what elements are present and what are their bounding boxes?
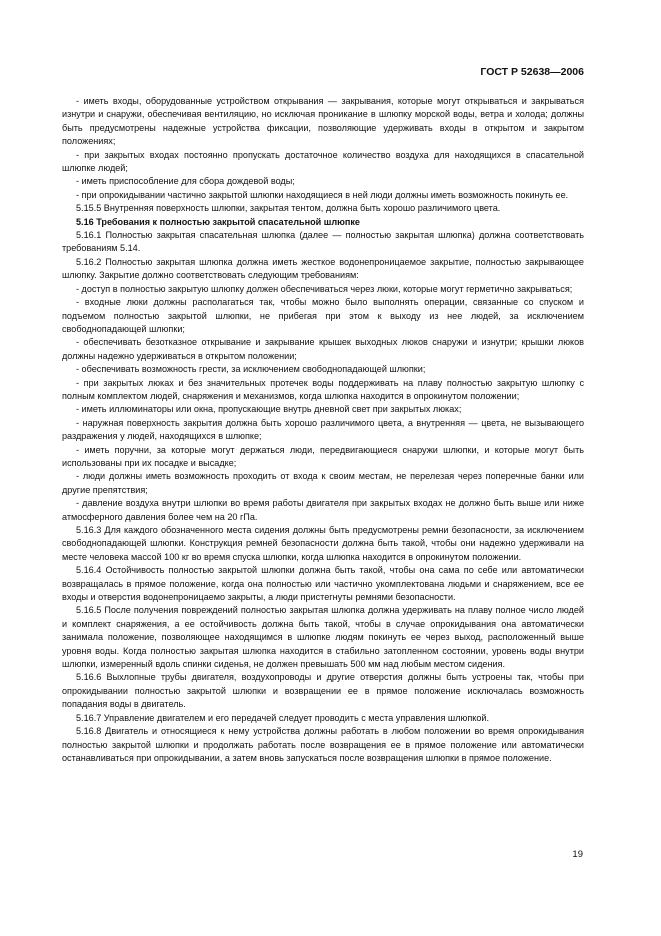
paragraph: - обеспечивать возможность грести, за исключением свободнопадающей шлюпки; bbox=[76, 364, 426, 375]
paragraph: 5.16.4 Остойчивость полностью закрытой шлюпки должна быть такой, чтобы она сама по себе или автоматически возвращалась в прямое положение, когда она полностью или частично укомплектована людьми и снаряжением, все ее входы и отверстия водонепроницаемо закрыты, а люди пристегнуты ремнями безопасности. bbox=[62, 565, 584, 603]
paragraph: 5.16.3 Для каждого обозначенного места сидения должны быть предусмотрены ремни безопасности, за исключением свободнопадающей шлюпки. Конструкция ремней безопасности должна быть такой, чтобы они надежно удерживали на месте человека массой 100 кг во время спуска шлюпки, когда шлюпка находится в опрокинутом положении. bbox=[62, 525, 584, 562]
paragraph: - люди должны иметь возможность проходить от входа к своим местам, не перелезая через поперечные банки или другие препятствия; bbox=[62, 471, 584, 495]
paragraph: 5.16.2 Полностью закрытая шлюпка должна иметь жесткое водонепроницаемое закрытие, полностью закрывающее шлюпку. Закрытие должно соответствовать следующим требованиям: bbox=[62, 256, 584, 281]
paragraph: 5.16.8 Двигатель и относящиеся к нему устройства должны работать в любом положении во время опрокидывания полностью закрытой шлюпки и продолжать работать после возвращения ее в прямое положение или автоматически останавливаться при опрокидывании, а затем вновь запускаться после возвращения шлюпки в прямое положение. bbox=[62, 726, 584, 763]
paragraph: - иметь иллюминаторы или окна, пропускающие внутрь дневной свет при закрытых люках; bbox=[76, 404, 462, 415]
paragraph: 5.16.7 Управление двигателем и его передачей следует проводить с места управления шлюпкой. bbox=[76, 712, 490, 723]
section-heading: 5.16 Требования к полностью закрытой спасательной шлюпке bbox=[76, 216, 360, 227]
paragraph: - обеспечивать безотказное открывание и закрывание крышек выходных люков снаружи и изнутри; крышки люков должны надежно удерживаться в открытом положении; bbox=[62, 337, 584, 361]
paragraph: - доступ в полностью закрытую шлюпку должен обеспечиваться через люки, которые могут герметично закрываться; bbox=[76, 283, 573, 294]
paragraph: - иметь поручни, за которые могут держаться люди, передвигающиеся снаружи шлюпки, и которые могут быть использованы при их посадке и высадке; bbox=[62, 444, 584, 468]
document-header: ГОСТ Р 52638—2006 bbox=[480, 66, 584, 78]
paragraph: - иметь входы, оборудованные устройством открывания — закрывания, которые могут открываться и закрываться изнутри и снаружи, обеспечивая вентиляцию, но исключая проникание в шлюпку морской воды, ветра и холода; должны быть предусмотрены надежные устройства фиксации, позволяющие удерживать входы в открытом и закрытом положениях; bbox=[62, 96, 584, 147]
document-body bbox=[62, 95, 584, 765]
paragraph: - при опрокидывании частично закрытой шлюпки находящиеся в ней люди должны иметь возможность покинуть ее. bbox=[76, 189, 569, 200]
paragraph: - наружная поверхность закрытия должна быть хорошо различимого цвета, а внутренняя — цвета, не вызывающего раздражения у людей, находящихся в шлюпке; bbox=[62, 417, 584, 442]
paragraph: 5.15.5 Внутренняя поверхность шлюпки, закрытая тентом, должна быть хорошо различимого цвета. bbox=[76, 203, 501, 214]
paragraph: 5.16.1 Полностью закрытая спасательная шлюпка (далее — полностью закрытая шлюпка) должна соответствовать требованиям 5.14. bbox=[62, 230, 584, 254]
paragraph: - при закрытых входах постоянно пропускать достаточное количество воздуха для находящихся в спасательной шлюпке людей; bbox=[62, 149, 584, 174]
paragraph: - давление воздуха внутри шлюпки во время работы двигателя при закрытых входах не должно быть выше или ниже атмосферного давления более чем на 20 гПа. bbox=[62, 498, 584, 522]
paragraph: 5.16.5 После получения повреждений полностью закрытая шлюпка должна удерживать на плаву полное число людей и комплект снаряжения, а ее остойчивость должна быть такой, чтобы в случае опрокидывания она автоматически занимала положение, позволяющее находящимся в шлюпке людям покинуть ее через выход, расположенный выше уровня воды. Когда полностью закрытая шлюпка находится в стабильно затопленном состоянии, уровень воды внутри шлюпки, измеренный вдоль спинки сиденья, не должен превышать 500 мм над любым местом сидения. bbox=[62, 605, 584, 670]
paragraph: - иметь приспособление для сбора дождевой воды; bbox=[76, 176, 295, 187]
paragraph: - при закрытых люках и без значительных протечек воды поддерживать на плаву полностью закрытую шлюпку с полным комплектом людей, снаряжения и механизмов, когда шлюпка находится в опрокинутом положении; bbox=[62, 377, 584, 401]
paragraph: - входные люки должны располагаться так, чтобы можно было выполнять операции, связанные со спуском и подъемом полностью закрытой шлюпки, не прибегая при этом к выходу из нее людей, за исключением свободнопадающей шлюпки; bbox=[62, 297, 584, 334]
paragraph: 5.16.6 Выхлопные трубы двигателя, воздухопроводы и другие отверстия должны быть устроены так, чтобы при опрокидывании полностью закрытой шлюпки и возвращении ее в прямое положение исключалась возможность попадания воды в двигатель. bbox=[62, 672, 584, 710]
page-number: 19 bbox=[572, 849, 583, 860]
